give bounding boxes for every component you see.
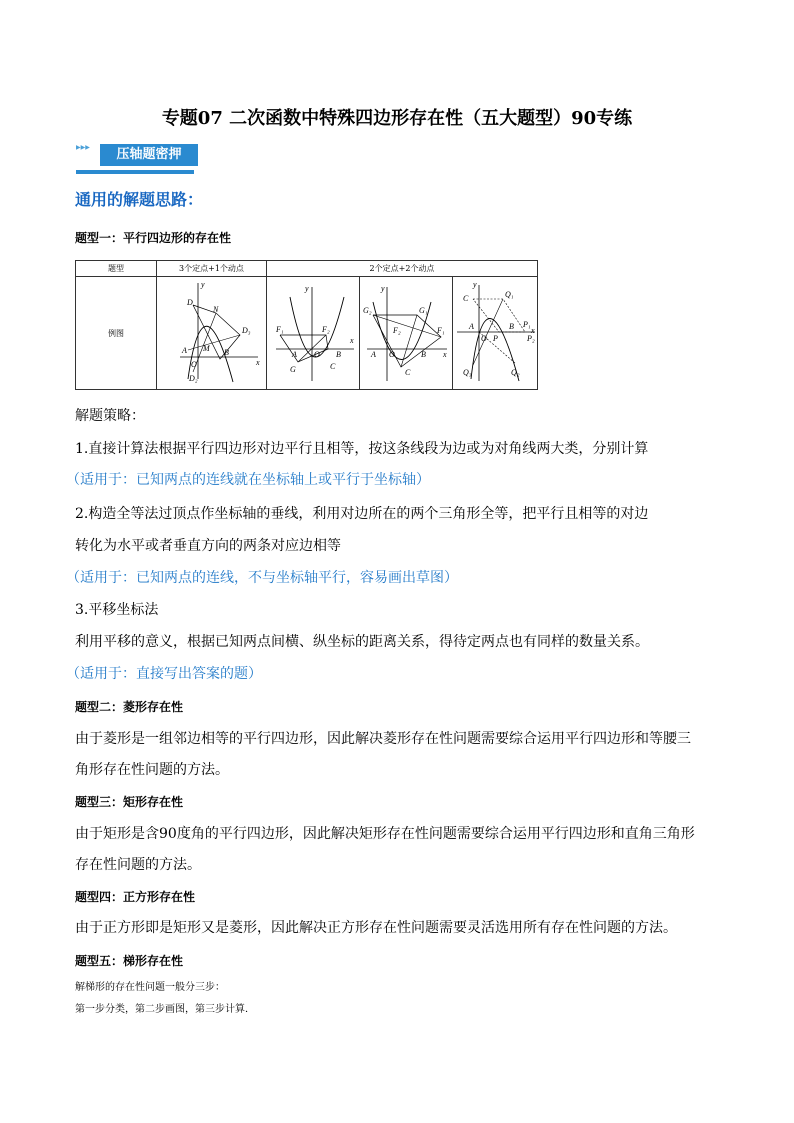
figure-1-cell [157,277,267,390]
table-header-case2: 2个定点+2个动点 [267,261,538,277]
fig2-label-x: x [350,336,354,345]
type2-line1: 由于菱形是一组邻边相等的平行四边形，因此解决菱形存在性问题需要综合运用平行四边形和等腰三 [75,731,691,747]
fig1-label-N: N [213,305,219,314]
fig4-label-C: C [463,294,469,303]
strategy-2-note: （适用于：已知两点的连线，不与坐标轴平行，容易画出草图） [66,570,458,586]
fig4-label-Q1: Q₁ [505,290,514,299]
type4-line1: 由于正方形即是矩形又是菱形，因此解决正方形存在性问题需要灵活选用所有存在性问题的方法。 [75,920,677,936]
fig2-label-F2: F₂ [322,325,330,334]
fig2-label-F1: F₁ [276,325,284,334]
type2-line2: 角形存在性问题的方法。 [75,762,229,778]
strategy-2-line1: 2.构造全等法过顶点作坐标轴的垂线，利用对边所在的两个三角形全等，把平行且相等的对边 [75,506,649,522]
fig2-label-O: O [314,350,320,359]
strategy-3-note: （适用于：直接写出答案的题） [66,666,262,682]
type3-line1: 由于矩形是含90度角的平行四边形，因此解决矩形存在性问题需要综合运用平行四边形和直角三角形 [75,826,695,842]
strategy-title: 解题策略： [75,408,145,424]
section-heading: 通用的解题思路： [75,190,204,209]
type4-title: 题型四：正方形存在性 [75,890,196,904]
figure-1-diagram [158,277,265,387]
type2-title: 题型二：菱形存在性 [75,700,184,714]
page-title: 专题07 二次函数中特殊四边形存在性（五大题型）90专练 [161,108,633,129]
fig3-label-A: A [371,350,376,359]
fig1-label-D2: D₂ [189,374,198,383]
fig2-label-G: G [290,365,296,374]
type3-title: 题型三：矩形存在性 [75,795,184,809]
banner-underline [76,170,194,174]
fig4-label-Q3: Q₃ [463,368,472,377]
type5-title: 题型五：梯形存在性 [75,954,184,968]
fig4-label-x: x [531,326,535,335]
figure-3-diagram [361,277,451,387]
fig3-label-G1: G₁ [419,306,428,315]
fig4-label-A: A [469,322,474,331]
table-header-case1: 3个定点+1个动点 [157,261,267,277]
example-table [75,260,538,390]
type5-line1: 解梯形的存在性问题一般分三步： [75,982,225,993]
fig3-label-F2: F₂ [393,326,401,335]
fig4-label-B: B [509,322,514,331]
fig2-label-A: A [292,350,297,359]
type3-line2: 存在性问题的方法。 [75,857,201,873]
fig1-label-A: A [182,346,187,355]
fig1-label-M: M [203,344,210,353]
figure-3-cell [360,277,453,390]
fig3-label-C: C [405,368,411,377]
fig4-label-Q2: Q₂ [511,368,520,377]
fig3-label-G2: G₂ [363,306,372,315]
fig3-label-y: y [381,284,385,293]
banner-label: 压轴题密押 [100,144,198,166]
table-header-type: 题型 [76,261,157,277]
fig1-label-x: x [256,358,260,367]
fig1-label-D: D [187,298,193,307]
strategy-1: 1.直接计算法根据平行四边形对边平行且相等，按这条线段为边或为对角线两大类，分别计算 [75,441,649,457]
type5-line2: 第一步分类，第二步画图，第三步计算． [75,1004,255,1015]
fig4-label-P1: P₁ [523,320,531,329]
arrows-icon: ▶▶▶ [76,144,90,151]
fig2-label-y: y [305,284,309,293]
figure-4-cell [453,277,538,390]
figure-2-diagram [268,277,358,387]
section-banner [76,140,202,180]
type1-title: 题型一：平行四边形的存在性 [75,231,232,245]
fig4-label-O: O [481,334,487,343]
fig1-label-O: O [191,360,197,369]
figure-2-cell [267,277,360,390]
fig4-label-y: y [473,280,477,289]
strategy-1-note: （适用于：已知两点的连线就在坐标轴上或平行于坐标轴） [66,472,430,488]
fig1-label-B: B [224,348,229,357]
fig4-label-P2: P₂ [527,334,535,343]
strategy-3: 利用平移的意义，根据已知两点间横、纵坐标的距离关系，得待定两点也有同样的数量关系。 [75,634,649,650]
figure-4-diagram [453,277,537,387]
fig2-label-C: C [330,362,336,371]
fig3-label-x: x [443,350,447,359]
fig3-label-B: B [421,350,426,359]
fig2-label-B: B [336,350,341,359]
fig3-label-O: O [389,350,395,359]
fig3-label-F1: F₁ [437,326,445,335]
fig4-label-P: P [493,334,498,343]
fig1-label-D3: D₃ [242,326,251,335]
fig1-label-y: y [201,280,205,289]
table-row-label: 例图 [76,277,157,390]
strategy-2-line2: 转化为水平或者垂直方向的两条对应边相等 [75,538,341,554]
strategy-3-title: 3.平移坐标法 [75,602,159,618]
